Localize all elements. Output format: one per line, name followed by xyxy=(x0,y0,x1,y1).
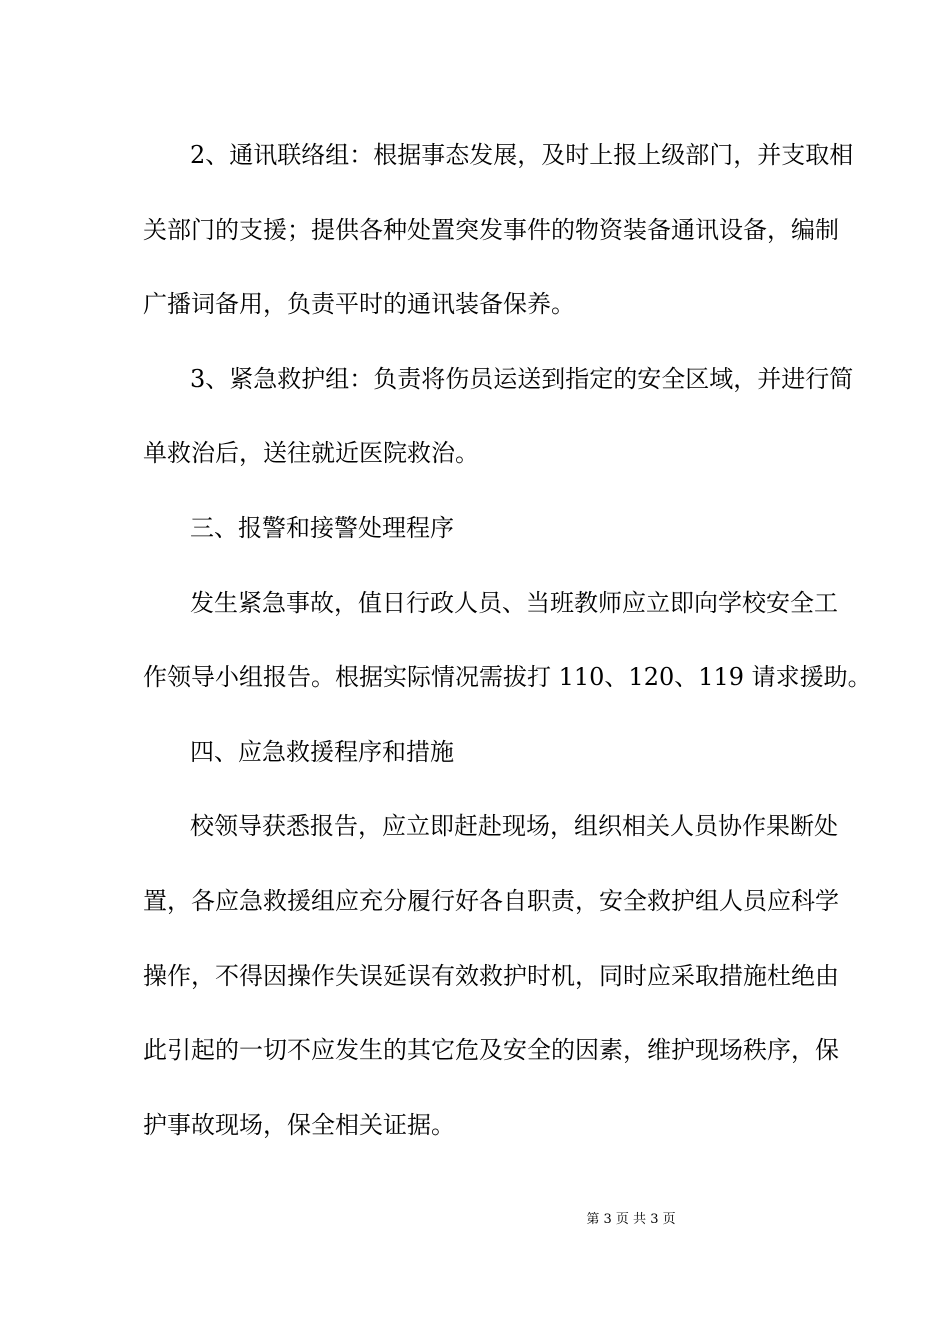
text-line: 护事故现场，保全相关证据。 xyxy=(143,1110,455,1139)
document-body xyxy=(143,118,872,1162)
text-line: 发生紧急事故，值日行政人员、当班教师应立即向学校安全工 xyxy=(190,588,838,617)
text-line: 广播词备用，负责平时的通讯装备保养。 xyxy=(143,290,575,319)
text-line: 四、应急救援程序和措施 xyxy=(190,737,454,766)
paragraph xyxy=(143,342,854,491)
text-line: 三、报警和接警处理程序 xyxy=(190,513,454,542)
paragraph xyxy=(143,789,839,1162)
text-line: 操作，不得因操作失误延误有效救护时机，同时应采取措施杜绝由 xyxy=(143,961,839,990)
paragraph xyxy=(143,715,805,790)
paragraph xyxy=(143,566,872,715)
text-line: 3、紧急救护组：负责将伤员运送到指定的安全区域，并进行简 xyxy=(190,364,854,393)
text-line: 校领导获悉报告，应立即赶赴现场，组织相关人员协作果断处 xyxy=(190,812,838,841)
text-line: 作领导小组报告。根据实际情况需拔打 110、120、119 请求援助。 xyxy=(143,663,872,692)
text-line: 此引起的一切不应发生的其它危及安全的因素，维护现场秩序，保 xyxy=(143,1036,839,1065)
text-line: 单救治后，送往就近医院救治。 xyxy=(143,439,479,468)
text-line: 关部门的支援；提供各种处置突发事件的物资装备通讯设备，编制 xyxy=(143,215,839,244)
paragraph xyxy=(143,118,854,342)
text-line: 置，各应急救援组应充分履行好各自职责，安全救护组人员应科学 xyxy=(143,886,839,915)
paragraph xyxy=(143,491,805,566)
page-footer: 第 3 页 共 3 页 xyxy=(586,1212,676,1227)
text-line: 2、通讯联络组：根据事态发展，及时上报上级部门，并支取相 xyxy=(190,141,854,169)
